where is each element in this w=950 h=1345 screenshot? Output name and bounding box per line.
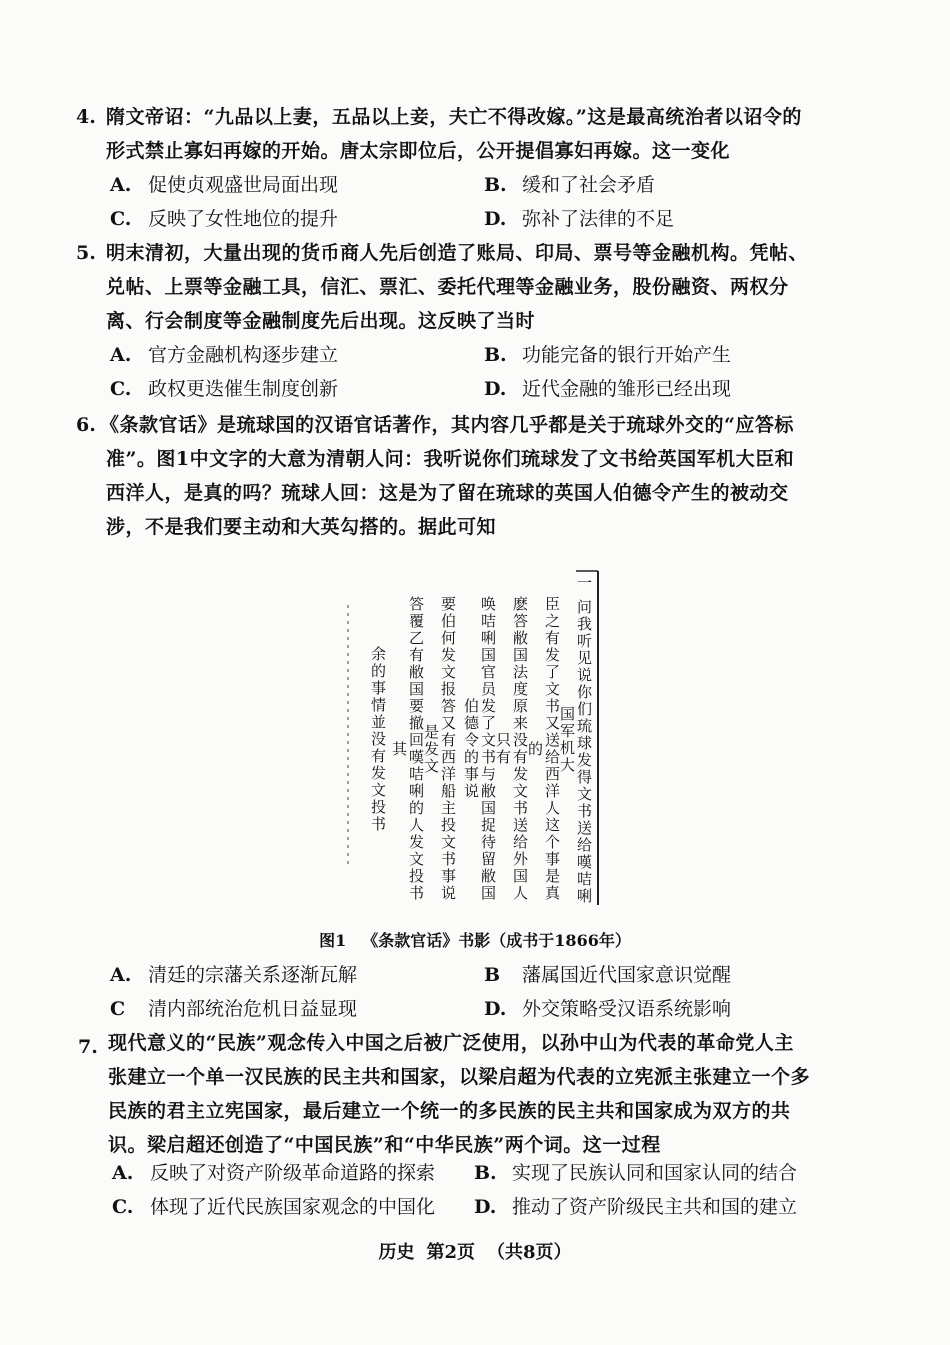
calligraphy-column: 答覆乙有敝国要撤回嘆咭唎的人发文投书其 bbox=[390, 596, 425, 902]
figure-1-book-page bbox=[346, 565, 602, 911]
calligraphy-column: 一 问我听见说你们琉球发得文书送给嘆咭唎国军机大 bbox=[558, 575, 593, 905]
footer-total: （共8页） bbox=[487, 1242, 572, 1263]
figure-caption bbox=[0, 928, 950, 951]
option-b[interactable]: B 藩属国近代国家意识觉醒 bbox=[484, 964, 732, 986]
page-footer bbox=[0, 1238, 950, 1264]
question-number: 6. bbox=[76, 414, 96, 436]
question-stem-line: 张建立一个单一汉民族的民主共和国家，以梁启超为代表的立宪派主张建立一个多 bbox=[108, 1066, 811, 1088]
question-stem-line: 识。梁启超还创造了“中国民族”和“中华民族”两个词。这一过程 bbox=[108, 1134, 661, 1156]
question-stem-line: 形式禁止寡妇再嫁的开始。唐太宗即位后，公开提倡寡妇再嫁。这一变化 bbox=[106, 140, 731, 162]
option-d[interactable]: D. 近代金融的雏形已经出现 bbox=[484, 378, 732, 400]
option-a[interactable]: A. 官方金融机构逐步建立 bbox=[110, 344, 339, 366]
question-stem-line: 隋文帝诏：“九品以上妻，五品以上妾，夫亡不得改嫁。”这是最高统治者以诏令的 bbox=[106, 106, 802, 128]
option-c[interactable]: C. 反映了女性地位的提升 bbox=[110, 208, 339, 230]
figure-label: 图1 bbox=[319, 931, 347, 950]
question-stem-line: 兑帖、上票等金融工具，信汇、票汇、委托代理等金融业务，股份融资、两权分 bbox=[106, 276, 789, 298]
option-d[interactable]: D. 弥补了法律的不足 bbox=[484, 208, 675, 230]
question-number: 5. bbox=[76, 242, 96, 264]
question-stem-line: 《条款官话》是琉球国的汉语官话著作，其内容几乎都是关于琉球外交的“应答标 bbox=[100, 414, 794, 436]
option-c[interactable]: C. 政权更迭催生制度创新 bbox=[110, 378, 339, 400]
option-a[interactable]: A. 反映了对资产阶级革命道路的探索 bbox=[112, 1162, 436, 1184]
question-stem-line: 民族的君主立宪国家，最后建立一个统一的多民族的民主共和国家成为双方的共 bbox=[108, 1100, 791, 1122]
option-a[interactable]: A. 清廷的宗藩关系逐渐瓦解 bbox=[110, 964, 358, 986]
option-c[interactable]: C. 体现了近代民族国家观念的中国化 bbox=[112, 1196, 436, 1218]
option-b[interactable]: B. 缓和了社会矛盾 bbox=[484, 174, 656, 196]
question-stem-line: 涉，不是我们要主动和大英勾搭的。据此可知 bbox=[106, 516, 497, 538]
figure-title: 《条款官话》书影（成书于1866年） bbox=[362, 931, 631, 950]
option-d[interactable]: D. 外交策略受汉语系统影响 bbox=[484, 998, 732, 1020]
calligraphy-column: 余的事情並没有发文投书 bbox=[369, 645, 387, 833]
option-d[interactable]: D. 推动了资产阶级民主共和国的建立 bbox=[474, 1196, 798, 1218]
question-stem-line: 明末清初，大量出现的货币商人先后创造了账局、印局、票号等金融机构。凭帖、 bbox=[106, 242, 809, 264]
question-stem-line: 现代意义的“民族”观念传入中国之后被广泛使用，以孙中山为代表的革命党人主 bbox=[108, 1032, 794, 1054]
calligraphy-column: 臣之有发了文书又送给西洋人这个事是真的 bbox=[526, 596, 561, 902]
option-a[interactable]: A. 促使贞观盛世局面出现 bbox=[110, 174, 339, 196]
question-stem-line: 西洋人，是真的吗？琉球人回：这是为了留在琉球的英国人伯德令产生的被动交 bbox=[106, 482, 789, 504]
calligraphy-column: 麽答敝国法度原来没有发文书送给外国人只有 bbox=[494, 596, 529, 902]
option-b[interactable]: B. 功能完备的银行开始产生 bbox=[484, 344, 732, 366]
footer-subject: 历史 bbox=[378, 1242, 415, 1263]
calligraphy-column: 唤咭唎国官员发了文书与敝国捉待留敝国伯德令的事说 bbox=[462, 596, 497, 902]
question-number: 7. bbox=[78, 1036, 98, 1058]
question-number: 4. bbox=[76, 106, 96, 128]
footer-page: 第2页 bbox=[426, 1242, 475, 1263]
option-c[interactable]: C 清内部统治危机日益显现 bbox=[110, 998, 358, 1020]
question-stem-line: 离、行会制度等金融制度先后出现。这反映了当时 bbox=[106, 310, 536, 332]
question-stem-line: 准”。图1中文字的大意为清朝人问：我听说你们琉球发了文书给英国军机大臣和 bbox=[106, 448, 795, 470]
option-b[interactable]: B. 实现了民族认同和国家认同的结合 bbox=[474, 1162, 798, 1184]
calligraphy-column: 要伯何发文报答又有西洋船主投文书事说是发文 bbox=[422, 596, 457, 902]
